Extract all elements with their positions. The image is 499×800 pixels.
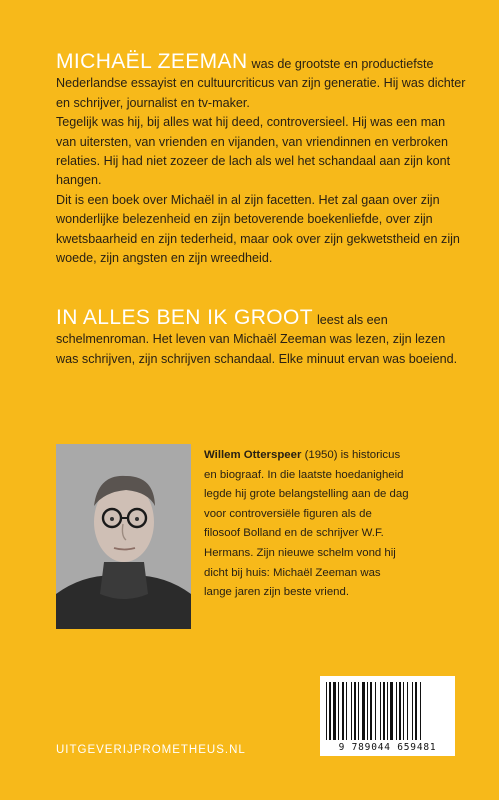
intro-paragraph-1: Tegelijk was hij, bij alles wat hij deed, controversieel. Hij was een man van uitersten, van vrienden en vijanden, van vriendinnen en verbroken relaties. Hij had niet zozeer de lach als wel het schandaal aan zijn kont hangen. — [56, 115, 451, 188]
book-title-heading: IN ALLES BEN IK GROOT — [56, 306, 313, 329]
isbn-number: 9 789044 659481 — [338, 742, 437, 753]
author-name: Willem Otterspeer — [204, 449, 302, 461]
author-portrait-illustration — [56, 444, 191, 629]
intro-paragraph-2: Dit is een boek over Michaël in al zijn facetten. Het zal gaan over zijn wonderlijke belezenheid en zijn betoverende boekenliefde, over zijn kwetsbaarheid en zijn tederheid, maar ook over zijn gekwetstheid en zijn woede, zijn angsten en zijn wreedheid. — [56, 192, 460, 266]
publisher-website: UITGEVERIJPROMETHEUS.NL — [56, 744, 246, 756]
intro-block — [56, 52, 466, 268]
intro-lead — [56, 52, 466, 113]
book-paragraph — [56, 308, 466, 369]
intro-lead-text: was de grootste en productiefste Nederlandse essayist en cultuurcriticus van zijn generatie. Hij was dichter en schrijver, journalist en tv-maker. — [56, 57, 466, 110]
author-bio — [204, 446, 410, 603]
book-paragraph-text: leest als een schelmenroman. Het leven van Michaël Zeeman was lezen, zijn lezen was schrijven, zijn schrijven schandaal. Elke minuut ervan was boeiend. — [56, 313, 458, 366]
barcode — [320, 676, 455, 756]
book-block — [56, 308, 466, 369]
barcode-bars — [326, 682, 449, 740]
author-photo — [56, 444, 191, 629]
author-bio-text: (1950) is historicus en biograaf. In die laatste hoedanigheid legde hij grote belangstelling aan de dag voor controversiële figuren als de filosoof Bolland en de schrijver W.F. Hermans. Zijn nieuwe schelm vond hij dicht bij huis: Michaël Zeeman was lange jaren zijn beste vriend. — [204, 449, 409, 599]
author-subject-heading: MICHAËL ZEEMAN — [56, 50, 248, 73]
